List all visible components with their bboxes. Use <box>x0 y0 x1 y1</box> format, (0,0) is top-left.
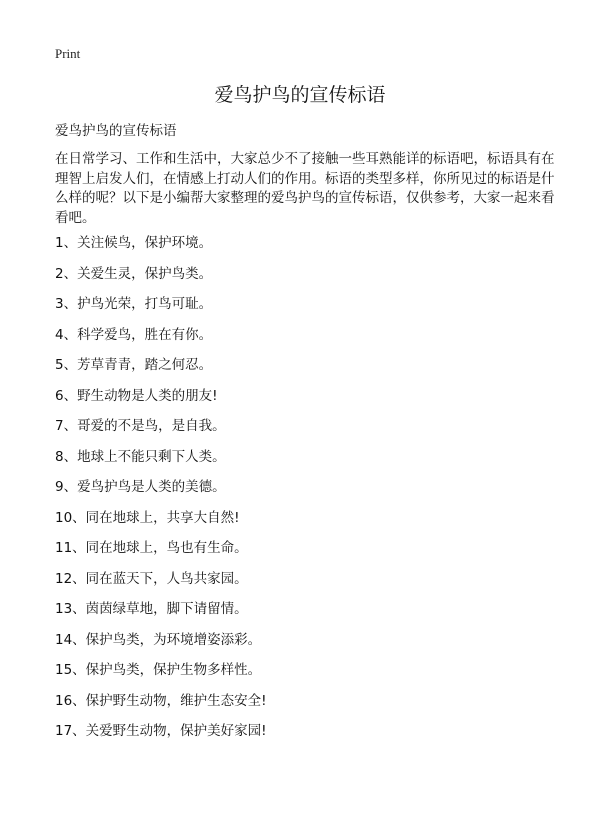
slogan-item: 13、茵茵绿草地，脚下请留情。 <box>55 601 248 617</box>
slogan-item: 5、芳草青青，踏之何忍。 <box>55 357 213 373</box>
slogan-item: 15、保护鸟类，保护生物多样性。 <box>55 662 262 678</box>
slogan-item: 2、关爱生灵，保护鸟类。 <box>55 265 213 282</box>
slogan-item: 14、保护鸟类，为环境增姿添彩。 <box>55 631 262 648</box>
slogan-item: 12、同在蓝天下，人鸟共家园。 <box>55 570 248 587</box>
slogan-item: 7、哥爱的不是鸟，是自我。 <box>55 418 226 434</box>
slogan-item: 17、关爱野生动物，保护美好家园! <box>55 723 267 739</box>
slogan-list <box>55 233 555 752</box>
slogan-item: 16、保护野生动物，维护生态安全! <box>55 692 267 709</box>
slogan-item: 6、野生动物是人类的朋友! <box>55 387 218 404</box>
slogan-item: 4、科学爱鸟，胜在有你。 <box>55 326 213 343</box>
slogan-item: 10、同在地球上，共享大自然! <box>55 509 240 526</box>
print-link[interactable]: Print <box>55 46 81 61</box>
slogan-item: 3、护鸟光荣，打鸟可耻。 <box>55 296 213 312</box>
slogan-item: 8、地球上不能只剩下人类。 <box>55 448 226 465</box>
page-title: 爱鸟护鸟的宣传标语 <box>214 84 386 106</box>
slogan-item: 9、爱鸟护鸟是人类的美德。 <box>55 479 226 495</box>
slogan-item: 1、关注候鸟，保护环境。 <box>55 235 213 251</box>
intro-paragraph: 在日常学习、工作和生活中，大家总少不了接触一些耳熟能详的标语吧，标语具有在理智上启发人们，在情感上打动人们的作用。标语的类型多样，你所见过的标语是什么样的呢？以下是小编帮大家整理的爱鸟护鸟的宣传标语，仅供参考，大家一起来看看吧。 <box>55 151 555 226</box>
slogan-item: 11、同在地球上，鸟也有生命。 <box>55 540 248 556</box>
article-subtitle: 爱鸟护鸟的宣传标语 <box>55 123 177 139</box>
